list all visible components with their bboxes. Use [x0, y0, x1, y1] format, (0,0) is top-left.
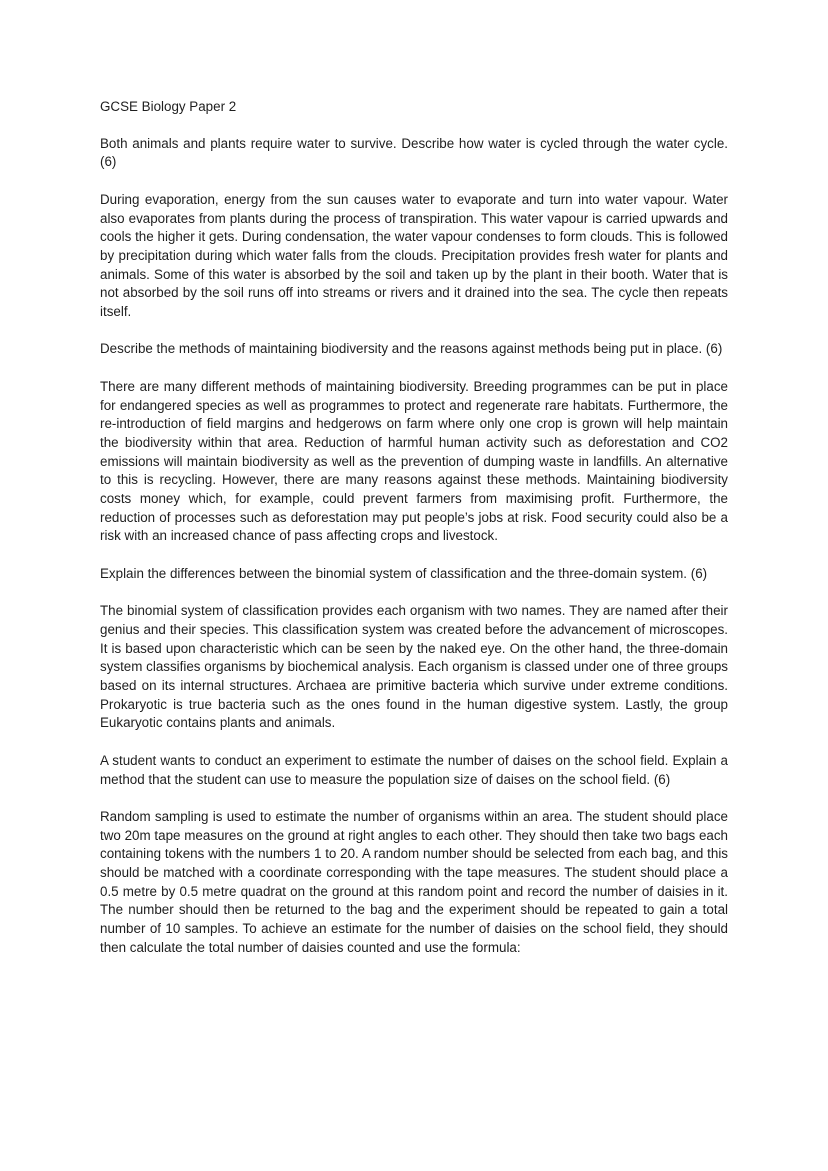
answer-4: Random sampling is used to estimate the number of organisms within an area. The student should place two 20m tape measures on the ground at right angles to each other. They should then take two bags each containing tokens with the numbers 1 to 20. A random number should be selected from each bag, and this should be matched with a coordinate corresponding with the tape measures. The student should place a 0.5 metre by 0.5 metre quadrat on the ground at this random point and record the number of daisies in it. The number should then be returned to the bag and the experiment should be repeated to gain a total number of 10 samples. To achieve an estimate for the number of daisies on the school field, they should then calculate the total number of daisies counted and use the formula:: [100, 808, 728, 955]
question-2: Describe the methods of maintaining biodiversity and the reasons against methods being put in place. (6): [100, 341, 723, 357]
question-4: A student wants to conduct an experiment to estimate the number of daises on the school field. Explain a method that the student can use to measure the population size of daises on the school field. (6): [100, 752, 728, 787]
answer-2: There are many different methods of maintaining biodiversity. Breeding programmes can be put in place for endangered species as well as programmes to protect and regenerate rare habitats. Furthermore, the re-introduction of field margins and hedgerows on farm where only one crop is grown will help maintain the biodiversity within that area. Reduction of harmful human activity such as deforestation and CO2 emissions will maintain biodiversity as well as the prevention of dumping waste in landfills. An alternative to this is recycling. However, there are many reasons against these methods. Maintaining biodiversity costs money which, for example, could prevent farmers from maximising profit. Furthermore, the reduction of processes such as deforestation may put people’s jobs at risk. Food security could also be a risk with an increased chance of pass affecting crops and livestock.: [100, 378, 728, 544]
document-page: [100, 98, 728, 976]
question-3: Explain the differences between the binomial system of classification and the three-domain system. (6): [100, 565, 708, 581]
answer-3: The binomial system of classification provides each organism with two names. They are named after their genius and their species. This classification system was created before the advancement of microscopes. It is based upon characteristic which can be seen by the naked eye. On the other hand, the three-domain system classifies organisms by biochemical analysis. Each organism is classed under one of three groups based on its internal structures. Archaea are primitive bacteria which survive under extreme conditions. Prokaryotic is true bacteria such as the ones found in the human digestive system. Lastly, the group Eukaryotic contains plants and animals.: [100, 603, 728, 731]
question-1: Both animals and plants require water to survive. Describe how water is cycled through the water cycle. (6): [100, 135, 728, 170]
document-title: GCSE Biology Paper 2: [100, 99, 237, 114]
answer-1: During evaporation, energy from the sun causes water to evaporate and turn into water vapour. Water also evaporates from plants during the process of transpiration. This water vapour is carried upwards and cools the higher it gets. During condensation, the water vapour condenses to form clouds. This is followed by precipitation during which water falls from the clouds. Precipitation provides fresh water for plants and animals. Some of this water is absorbed by the soil and taken up by the plant in their booth. Water that is not absorbed by the soil runs off into streams or rivers and it drained into the sea. The cycle then repeats itself.: [100, 191, 728, 320]
